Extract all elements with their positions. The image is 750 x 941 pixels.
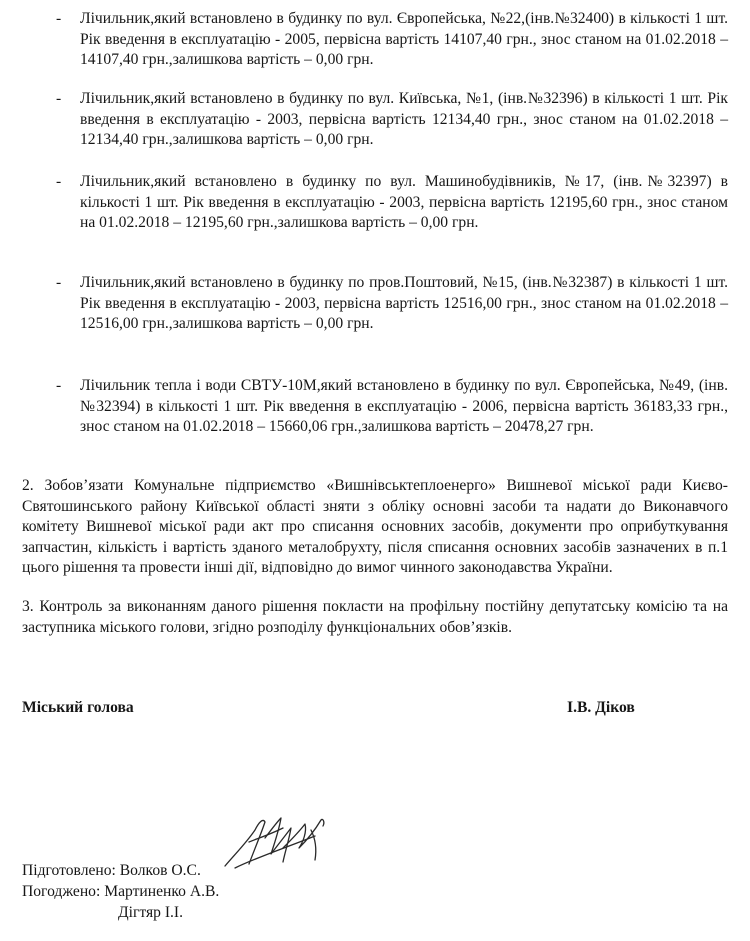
- list-dash: -: [56, 274, 62, 291]
- list-item-text: Лічильник,який встановлено в будинку по вул. Машинобудівників, №17, (інв.№32397) в кількості 1 шт. Рік введення в експлуатацію - 2003, первісна вартість 12195,60 грн., знос станом на 01.02.2018 – 12195,60 грн.,залишкова вартість – 0,00 грн.: [80, 173, 728, 231]
- list-dash: -: [56, 10, 62, 27]
- list-dash: -: [56, 90, 62, 107]
- list-dash: -: [56, 377, 62, 394]
- paragraph-2: 2. Зобов’язати Комунальне підприємство «Вишнівськтеплоенерго» Вишневої міської ради Києво-Святошинського району Київської області зняти з обліку основні засоби та надати до Виконавчого комітету Вишневої міської ради акт про списання основних засобів, документи про оприбуткування запчастин, кількість і вартість зданого металобрухту, після списання основних засобів зазначених в п.1 цього рішення та провести інші дії, відповідно до вимог чинного законодавства України.: [22, 477, 728, 576]
- agreed-line: [22, 882, 219, 903]
- list-item-text: Лічильник,який встановлено в будинку по пров.Поштовий, №15, (інв.№32387) в кількості 1 шт. Рік введення в експлуатацію - 2003, первісна вартість 12516,00 грн., знос станом на 01.02.2018 – 12516,00 грн.,залишкова вартість – 0,00 грн.: [80, 274, 728, 332]
- signature-role: Міський голова: [22, 699, 134, 716]
- paragraph-3: 3. Контроль за виконанням даного рішення покласти на профільну постійну депутатську комісію та на заступника міського голови, згідно розподілу функціональних обов’язків.: [22, 598, 728, 636]
- handwritten-signature: [215, 808, 340, 878]
- agreed-label: Погоджено:: [22, 883, 101, 900]
- list-item-text: Лічильник,який встановлено в будинку по вул. Європейська, №22,(інв.№32400) в кількості 1 шт. Рік введення в експлуатацію - 2005, первісна вартість 14107,40 грн., знос станом на 01.02.2018 – 14107,40 грн.,залишкова вартість – 0,00 грн.: [80, 10, 728, 68]
- prepared-name: Волков О.С.: [119, 862, 201, 879]
- list-dash: -: [56, 173, 62, 190]
- agreed-name: Мартиненко А.В.: [104, 883, 220, 900]
- prepared-label: Підготовлено:: [22, 862, 116, 879]
- list-item-text: Лічильник тепла і води СВТУ-10М,який встановлено в будинку по вул. Європейська, №49, (інв.№32394) в кількості 1 шт. Рік введення в експлуатацію - 2006, первісна вартість 36183,33 грн., знос станом на 01.02.2018 – 15660,06 грн.,залишкова вартість – 20478,27 грн.: [80, 377, 728, 435]
- list-item-text: Лічильник,який встановлено в будинку по вул. Київська, №1, (інв.№32396) в кількості 1 шт. Рік введення в експлуатацію - 2003, первісна вартість 12134,40 грн., знос станом на 01.02.2018 – 12134,40 грн.,залишкова вартість – 0,00 грн.: [80, 90, 728, 148]
- prepared-line: [22, 861, 201, 882]
- agreed-name-2: Дігтяр І.І.: [118, 904, 184, 921]
- signature-name: І.В. Діков: [567, 699, 635, 716]
